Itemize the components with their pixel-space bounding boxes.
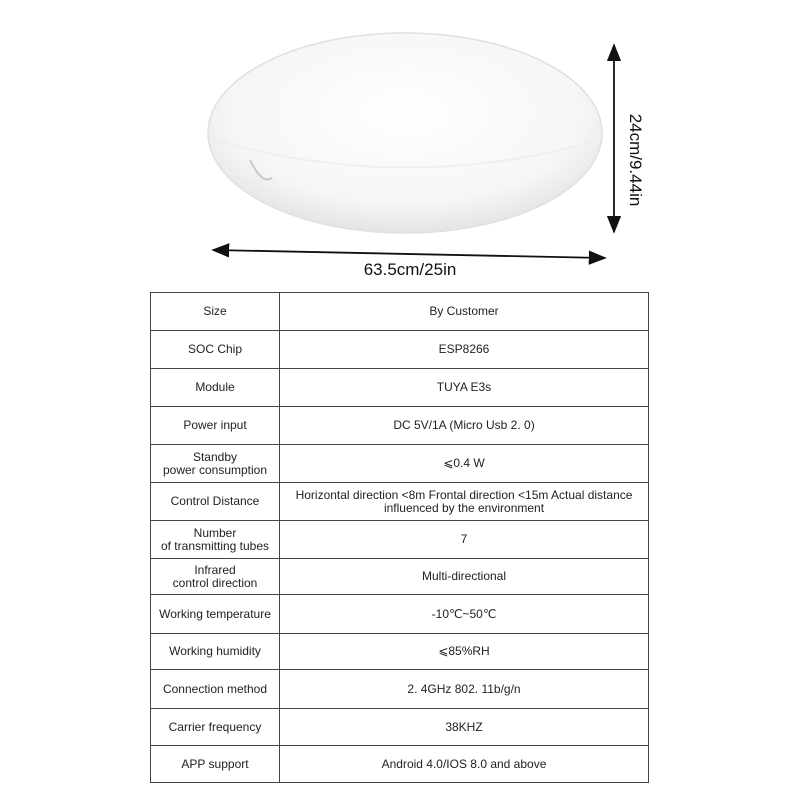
device-puck [208,33,602,233]
spec-value: -10℃~50℃ [280,595,649,634]
spec-row [151,746,649,783]
spec-label: Standby power consumption [151,445,280,483]
spec-label: Working humidity [151,634,280,670]
spec-label: Module [151,369,280,407]
spec-value: 7 [280,521,649,559]
spec-value: 38KHZ [280,709,649,746]
spec-label: Number of transmitting tubes [151,521,280,559]
spec-value: ⩽85%RH [280,634,649,670]
height-dimension-label-box [620,80,650,240]
spec-label: Connection method [151,670,280,709]
spec-label: Size [151,293,280,331]
spec-row [151,595,649,634]
spec-value: 2. 4GHz 802. 11b/g/n [280,670,649,709]
spec-row [151,670,649,709]
spec-value: Horizontal direction <8m Frontal direction <15m Actual distance influenced by the environment [280,483,649,521]
spec-value: Android 4.0/IOS 8.0 and above [280,746,649,783]
spec-label: SOC Chip [151,331,280,369]
spec-value: DC 5V/1A (Micro Usb 2. 0) [280,407,649,445]
spec-value: By Customer [280,293,649,331]
spec-row [151,369,649,407]
spec-value: TUYA E3s [280,369,649,407]
spec-row [151,559,649,595]
product-illustration [0,0,800,290]
spec-row [151,483,649,521]
spec-row [151,709,649,746]
spec-value: ESP8266 [280,331,649,369]
spec-label: Infrared control direction [151,559,280,595]
spec-label: Power input [151,407,280,445]
spec-value: Multi-directional [280,559,649,595]
specification-table [150,292,649,783]
width-dimension-arrow [213,250,605,258]
spec-row [151,521,649,559]
spec-row [151,293,649,331]
spec-row [151,331,649,369]
spec-value: ⩽0.4 W [280,445,649,483]
spec-label: APP support [151,746,280,783]
width-dimension-label: 63.5cm/25in [363,260,457,279]
spec-label: Working temperature [151,595,280,634]
height-dimension-label: 24cm/9.44in [626,113,645,207]
spec-row [151,634,649,670]
spec-label: Control Distance [151,483,280,521]
spec-row [151,445,649,483]
spec-row [151,407,649,445]
spec-label: Carrier frequency [151,709,280,746]
